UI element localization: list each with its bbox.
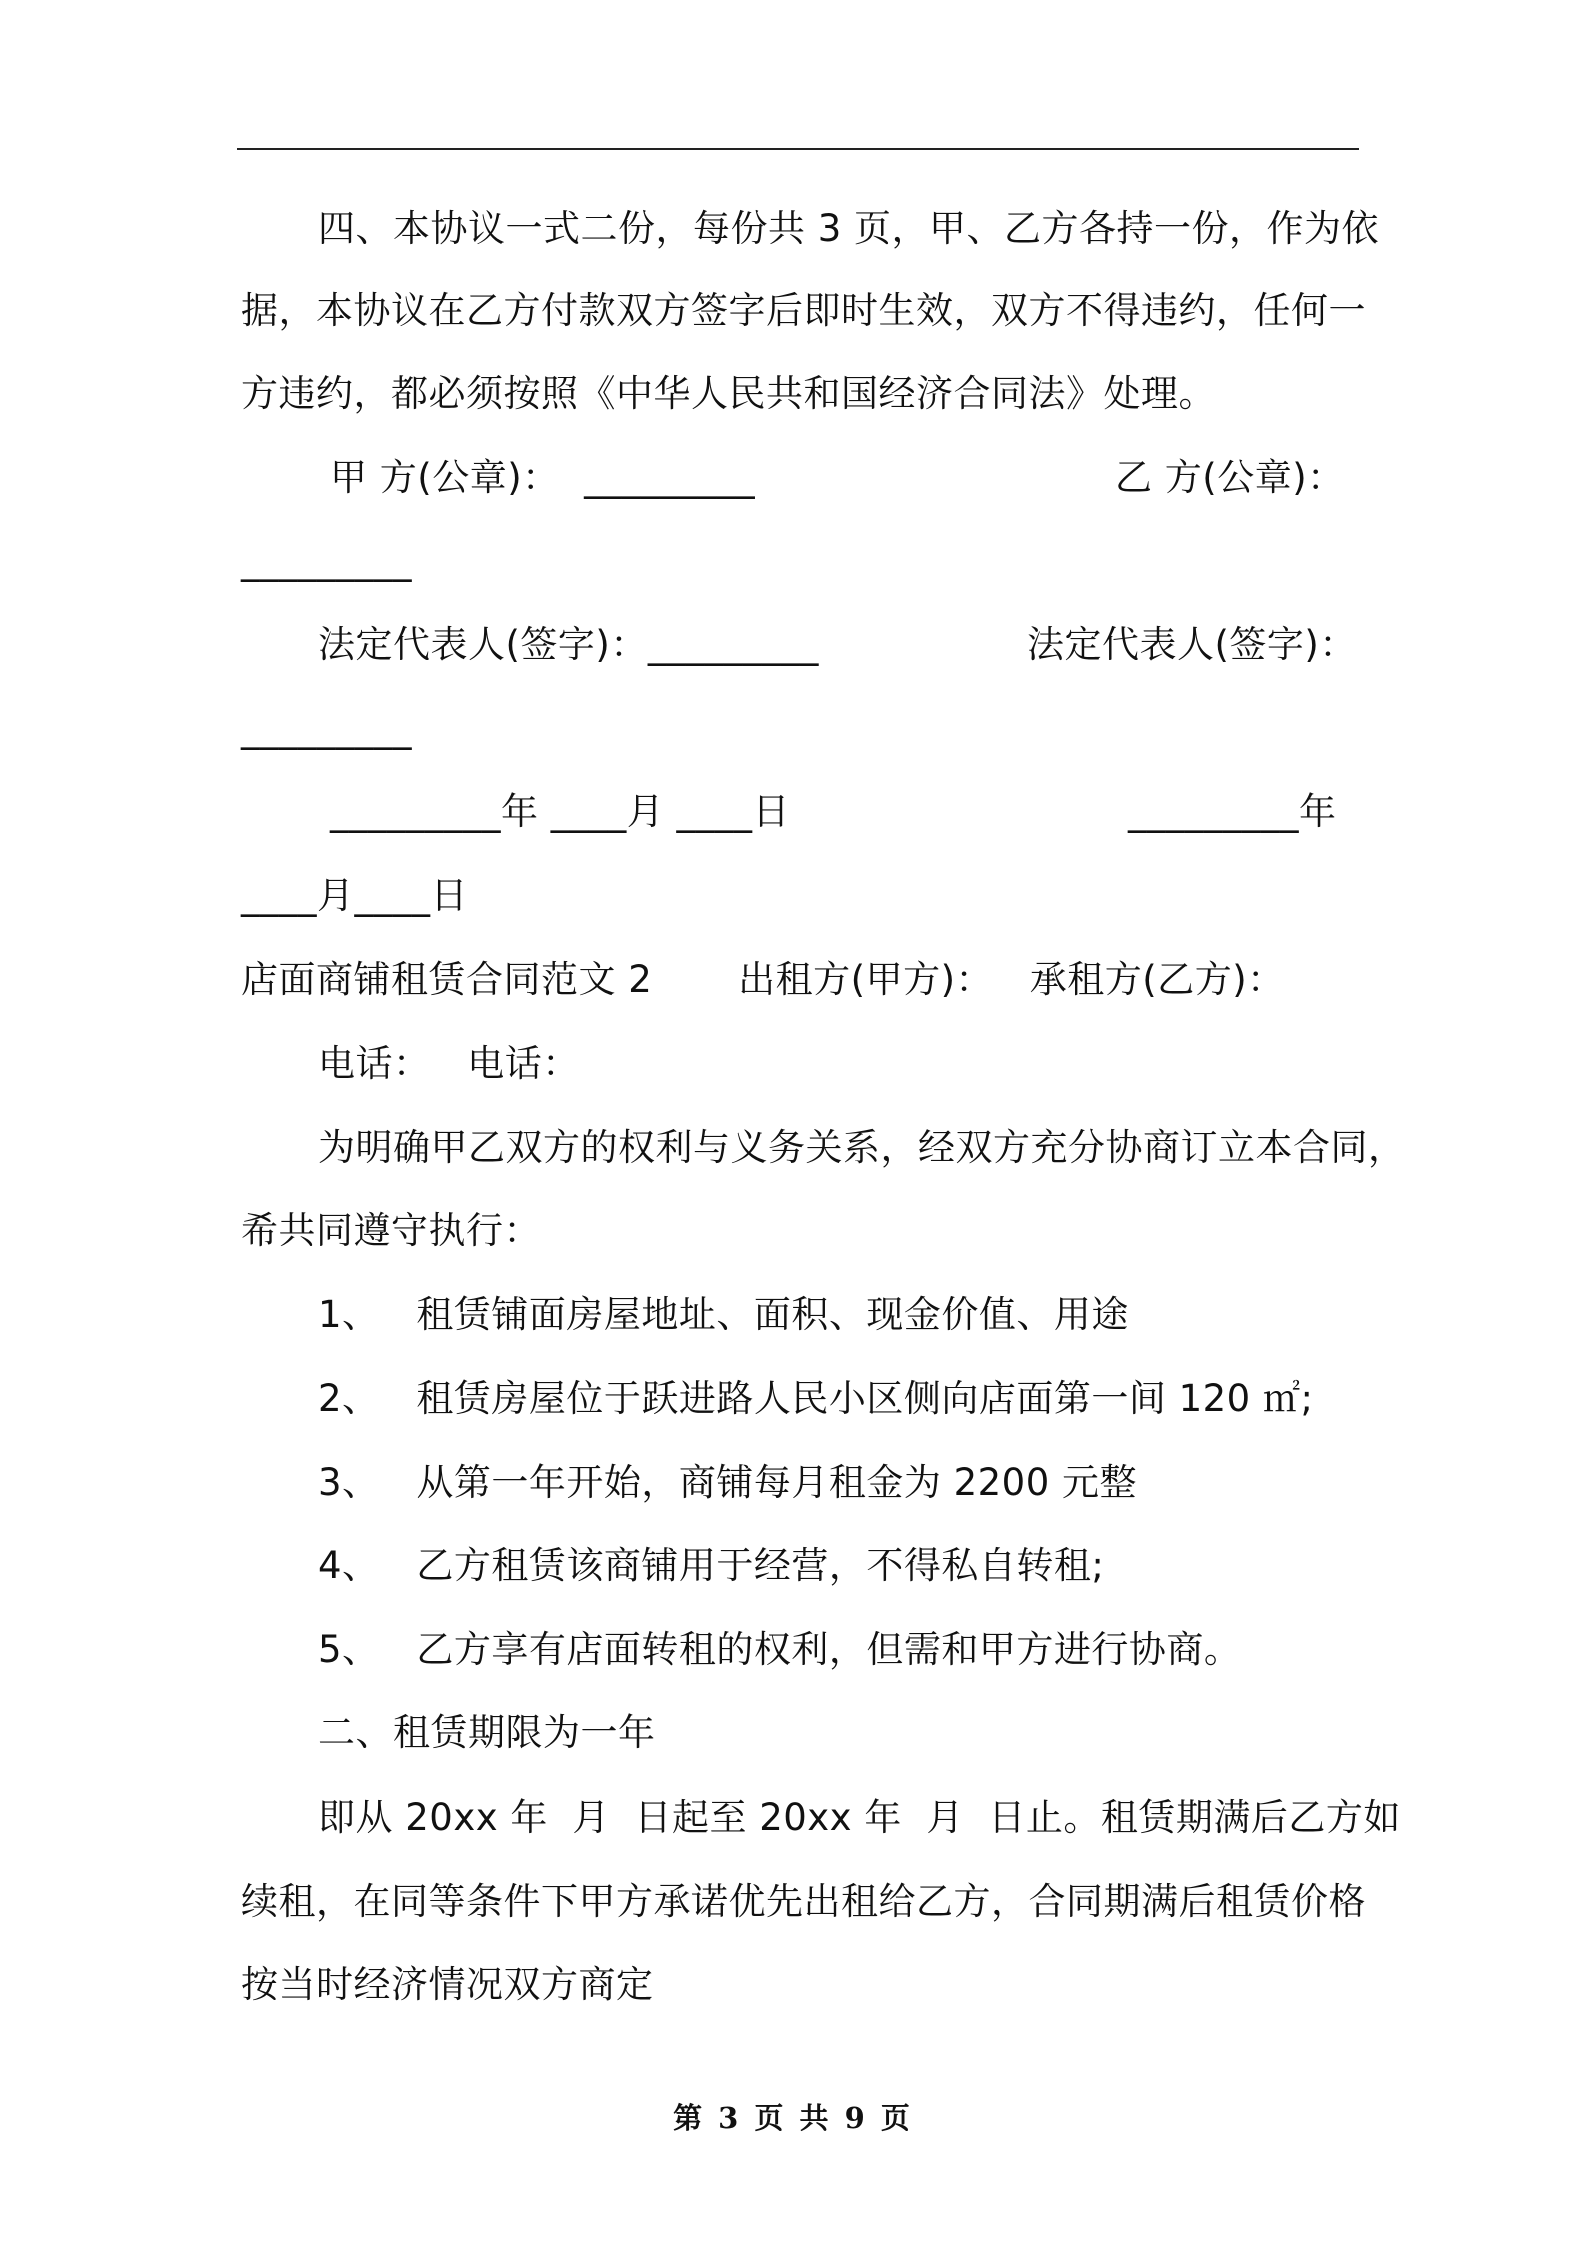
list-item: 3、 从第一年开始，商铺每月租金为 2200 元整 [318, 1461, 1138, 1504]
signature-date-blank: ____月____日 [241, 874, 468, 917]
body-line: 为明确甲乙双方的权利与义务关系，经双方充分协商订立本合同， [318, 1126, 1406, 1169]
signature-party-b-seal: 乙 方(公章)： [1115, 456, 1345, 499]
signature-party-b-rep: 法定代表人(签字)： [1027, 623, 1357, 666]
signature-blank: _________ [241, 539, 412, 582]
signature-party-a-seal: 甲 方(公章)： _________ [330, 456, 756, 499]
body-line: 希共同遵守执行： [241, 1209, 541, 1252]
body-line: 即从 20xx 年 月 日起至 20xx 年 月 日止。租赁期满后乙方如 [318, 1796, 1401, 1839]
body-line: 四、本协议一式二份，每份共 3 页，甲、乙方各持一份，作为依 [318, 207, 1380, 250]
signature-date-b: _________年 [1128, 790, 1337, 833]
section-title: 店面商铺租赁合同范文 2 出租方(甲方)： 承租方(乙方)： [241, 958, 1285, 1001]
header-rule [237, 148, 1359, 150]
body-line: 续租，在同等条件下甲方承诺优先出租给乙方，合同期满后租赁价格 [241, 1880, 1366, 1923]
body-line: 按当时经济情况双方商定 [241, 1963, 654, 2006]
signature-party-a-rep: 法定代表人(签字)：_________ [318, 623, 819, 666]
body-line: 据，本协议在乙方付款双方签字后即时生效，双方不得违约，任何一 [241, 289, 1366, 332]
list-item: 4、 乙方租赁该商铺用于经营，不得私自转租; [318, 1544, 1105, 1587]
body-line: 方违约，都必须按照《中华人民共和国经济合同法》处理。 [241, 372, 1216, 415]
list-item: 1、 租赁铺面房屋地址、面积、现金价值、用途 [318, 1293, 1129, 1336]
list-item: 2、 租赁房屋位于跃进路人民小区侧向店面第一间 120 ㎡; [318, 1377, 1314, 1420]
list-item: 5、 乙方享有店面转租的权利，但需和甲方进行协商。 [318, 1628, 1242, 1671]
section-heading: 二、租赁期限为一年 [318, 1711, 656, 1754]
signature-blank: _________ [241, 707, 412, 750]
phone-line: 电话： 电话： [318, 1042, 580, 1085]
page-footer: 第 3 页 共 9 页 [673, 2101, 913, 2135]
signature-date-a: _________年 ____月 ____日 [330, 790, 791, 833]
